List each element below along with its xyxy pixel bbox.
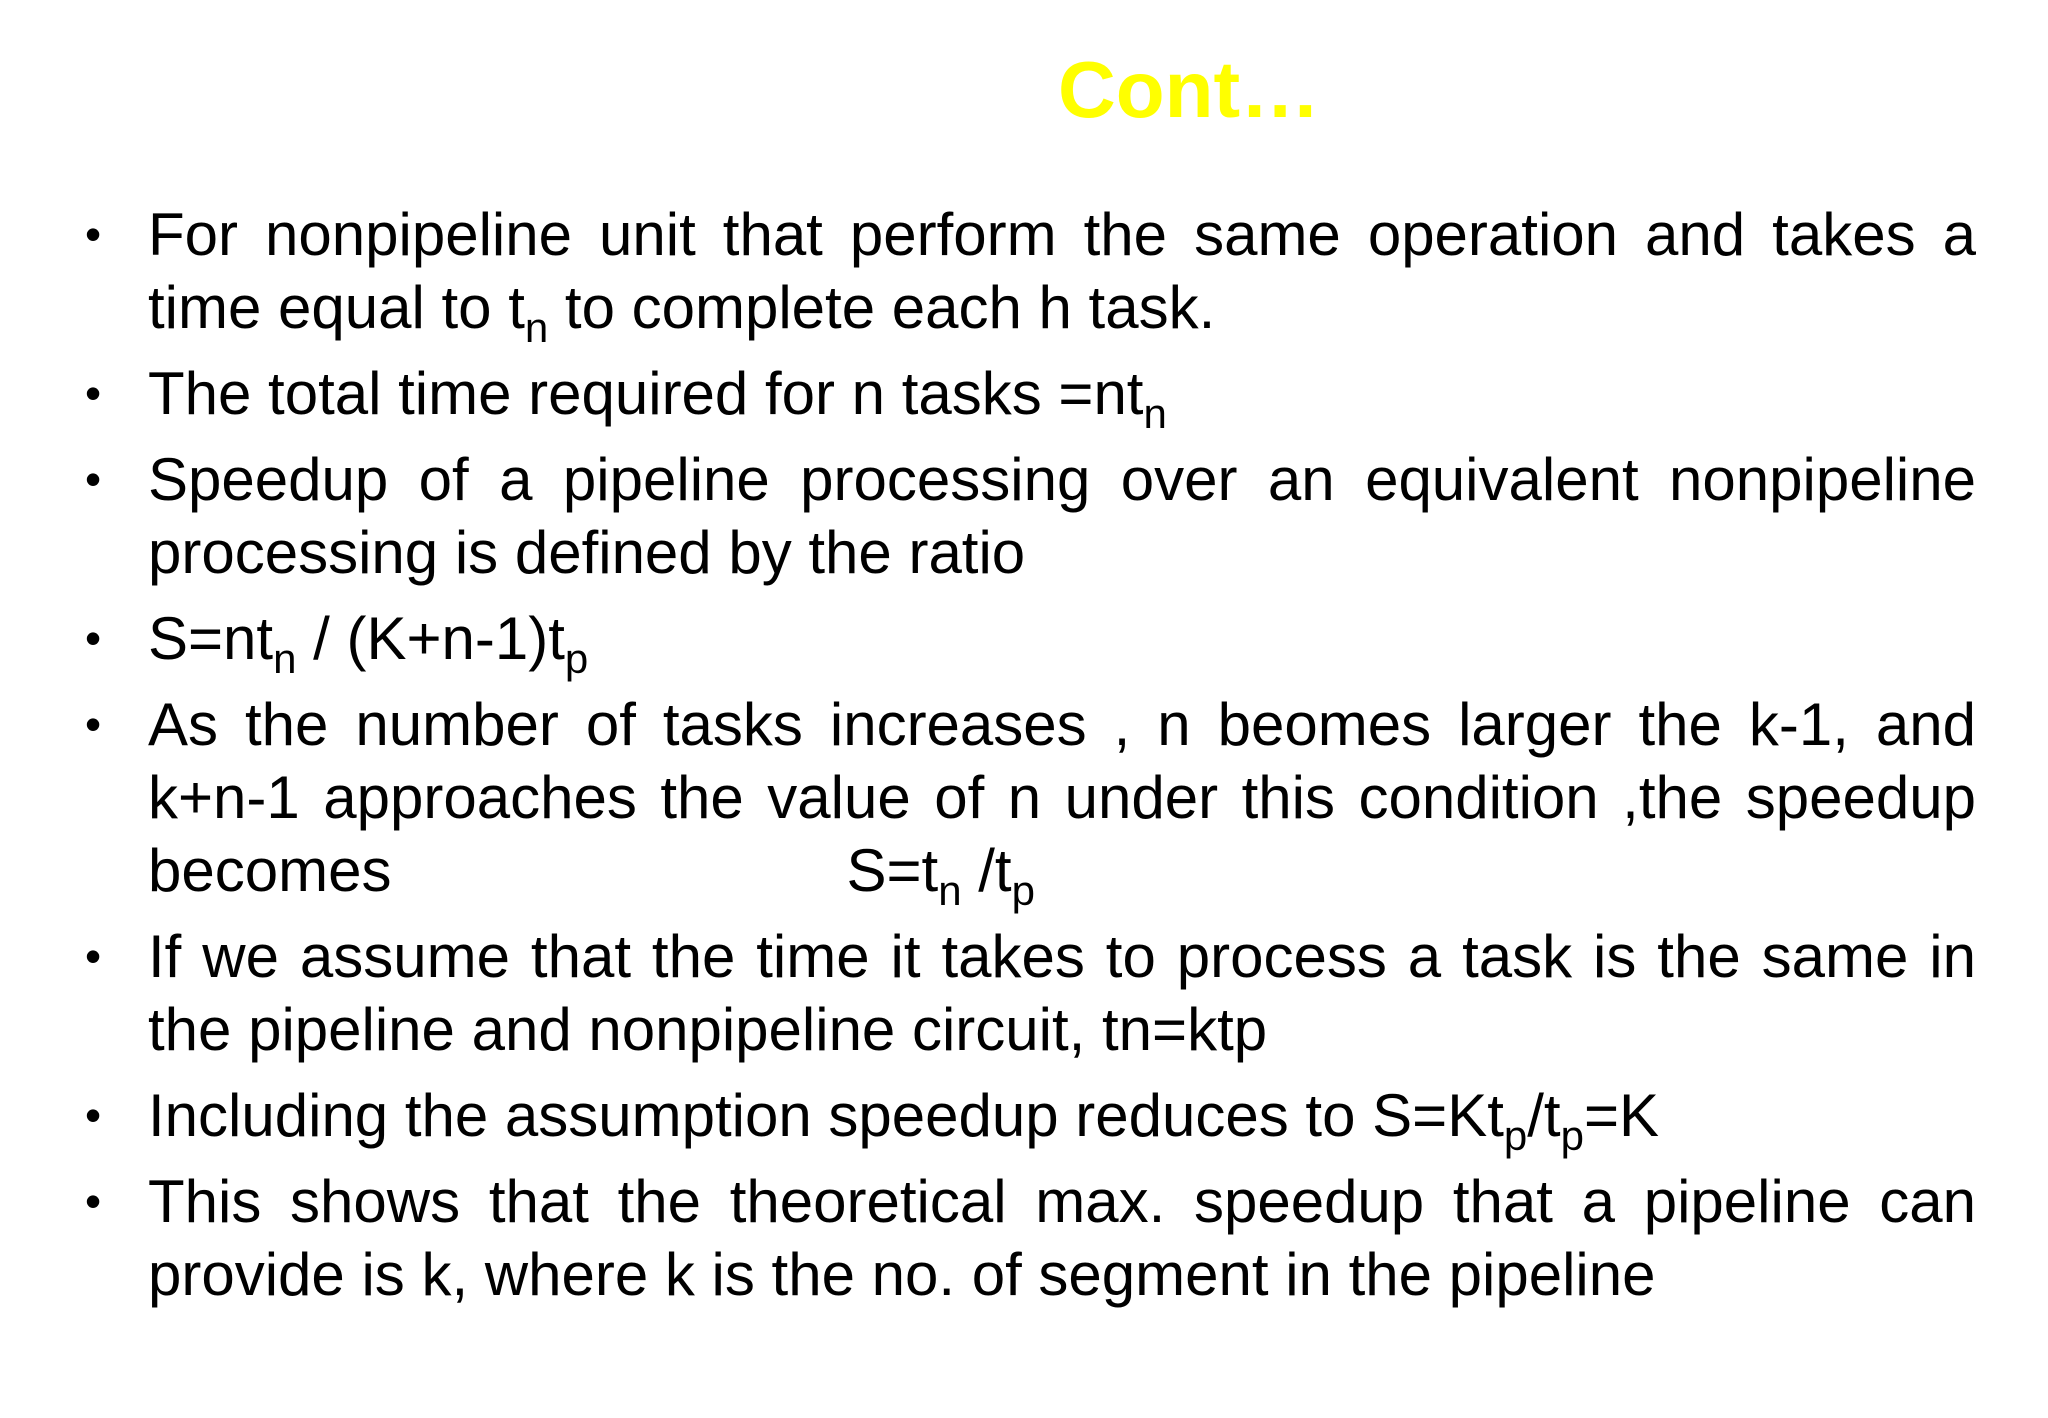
bullet-icon: • [85, 367, 102, 419]
bullet-icon: • [85, 208, 102, 260]
list-item [0, 357, 1976, 437]
bullet-icon: • [85, 612, 102, 664]
bullet-icon: • [85, 698, 102, 750]
speedup-formula: $S=t_n$ $/t_p$ [846, 837, 1035, 914]
bullet-icon: • [85, 1175, 102, 1227]
list-item [0, 920, 1976, 1066]
bullet-list [0, 198, 2048, 1324]
list-item [0, 602, 1976, 682]
list-item [0, 443, 1976, 589]
list-item [0, 688, 1976, 914]
bullet-icon: • [85, 930, 102, 982]
list-item [0, 1165, 1976, 1311]
bullet-text: Speedup of a pipeline processing over an equivalent nonpipeline processing is defined by the ratio [148, 446, 1976, 586]
bullet-icon: • [85, 453, 102, 505]
bullet-text: If we assume that the time it takes to process a task is the same in the pipeline and nonpipeline circuit, tn=ktp [148, 923, 1976, 1063]
bullet-text: As the number of tasks increases , n beomes larger the k-1, and k+n-1 approaches the value of n under this condition ,the speedup becomes $S=t_n$ $/t_p$ [148, 691, 1976, 914]
bullet-text: For nonpipeline unit that perform the same operation and takes a time equal to $t_n$ to complete each h task. [148, 201, 1976, 351]
bullet-text: The total time required for n tasks $=nt_n$ [148, 360, 1167, 437]
slide-title: Cont… [1058, 45, 1321, 134]
formula-text: $S=nt_n / (K+n-1)t_p$ [148, 605, 589, 682]
bullet-text: This shows that the theoretical max. speedup that a pipeline can provide is k, where k is the no. of segment in the pipeline [148, 1168, 1976, 1308]
bullet-text: Including the assumption speedup reduces to $S=Kt_p/t_p=K$ [148, 1082, 1660, 1159]
bullet-icon: • [85, 1089, 102, 1141]
list-item [0, 1079, 1976, 1159]
list-item [0, 198, 1976, 351]
